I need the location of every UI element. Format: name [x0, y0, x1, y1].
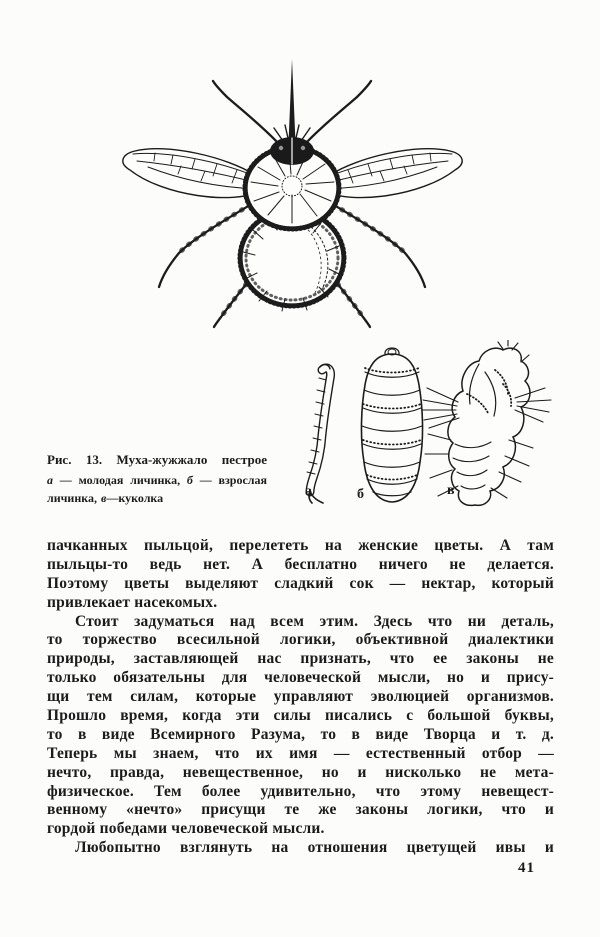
body-text — [47, 537, 554, 858]
text-line: только обязательны для человеческой мысли, но и прису- — [47, 669, 554, 687]
text-line: Любопытно взглянуть на отношения цветущей ивы и — [75, 839, 554, 857]
figure-caption-line2 — [47, 472, 267, 490]
text-line: Стоит задуматься над всем этим. Здесь что ни деталь, — [75, 612, 554, 630]
stages-drawing — [295, 340, 565, 510]
fly-head — [270, 137, 314, 165]
text-line: природы, заставляющей нас признать, что ее законы не — [47, 650, 554, 668]
figure-label-b: б — [357, 487, 364, 502]
caption-text: личинка, — [47, 490, 101, 505]
figure-caption — [47, 451, 267, 507]
page-number: 41 — [518, 860, 535, 876]
pupa-figure — [422, 340, 551, 505]
adult-larva-figure — [361, 348, 422, 502]
caption-text: —куколка — [106, 490, 164, 505]
text-line: гордой победами человеческой мысли. — [47, 820, 325, 838]
young-larva-figure — [307, 365, 331, 503]
text-line: щи тем силам, которые управляют эволюцией организмов. — [47, 688, 554, 706]
bee-fly-drawing — [115, 55, 470, 330]
caption-key-b: б — [186, 473, 193, 487]
caption-key-a: а — [47, 473, 53, 487]
figure-label-a: а — [305, 484, 312, 499]
text-line: Теперь мы знаем, что их имя — естественный отбор — — [47, 744, 554, 762]
text-line: то торжество всесильной логики, объективной диалектики — [47, 631, 554, 649]
text-line: Прошло время, когда эти силы писались с большой буквы, — [47, 707, 554, 725]
fly-proboscis — [289, 59, 296, 143]
text-line: физическое. Тем более удивительно, что этому невещест- — [47, 782, 554, 800]
caption-key-v: в — [100, 490, 107, 505]
figure-label-v: в — [447, 483, 455, 498]
text-line: пачканных пыльцой, перелететь на женские цветы. А там — [47, 537, 554, 554]
fly-illustration — [115, 55, 470, 330]
text-line: нечто, правда, невещественное, но и нисколько не мета- — [47, 763, 554, 781]
text-line: Поэтому цветы выделяют сладкий сок — нектар, который — [47, 574, 554, 592]
text-line: пыльцы-то ведь нет. А бесплатно ничего не делается. — [47, 555, 554, 573]
figure-caption-line3 — [47, 490, 267, 508]
caption-text: — молодая личинка, — [53, 473, 187, 487]
text-line: то в виде Всемирного Разума, то в виде Творца и т. д. — [47, 725, 554, 743]
figure-caption-title: Рис. 13. Муха-жужжало пестрое — [47, 452, 267, 467]
text-line: венному «нечто» присущи те же законы логики, что и — [47, 801, 554, 819]
caption-text: — взрослая — [192, 473, 267, 487]
text-line: привлекает насекомых. — [47, 593, 218, 611]
larva-stages-illustration — [295, 340, 565, 510]
